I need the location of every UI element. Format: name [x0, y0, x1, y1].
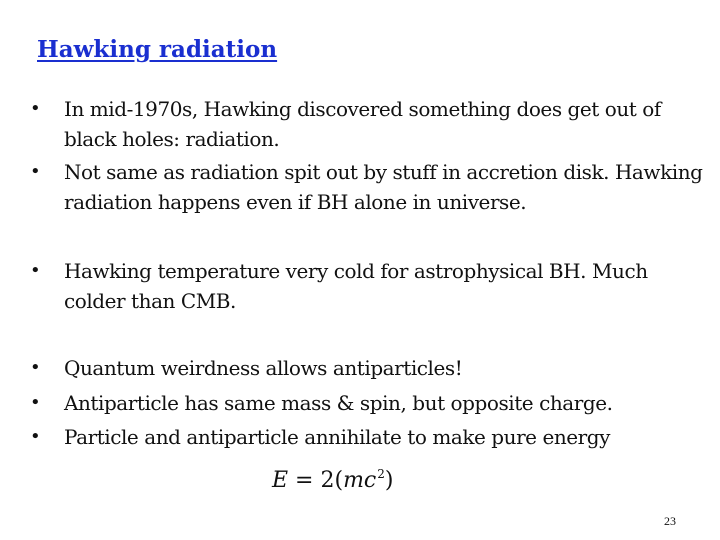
formula-close: )	[384, 468, 394, 493]
bullet-item	[28, 157, 708, 217]
bullet-text: In mid-1970s, Hawking discovered something does get out of black holes: radiation.	[64, 97, 661, 151]
bullet-text: Not same as radiation spit out by stuff in accretion disk. Hawking radiation happens even if BH alone in universe.	[64, 160, 703, 214]
bullet-item	[28, 388, 708, 418]
formula-body: mc	[343, 468, 377, 493]
bullet-marker: •	[30, 357, 41, 378]
bullet-marker: •	[30, 161, 41, 182]
bullet-item	[28, 256, 708, 316]
bullet-text: Quantum weirdness allows antiparticles!	[64, 356, 463, 380]
bullet-marker: •	[30, 426, 41, 447]
bullet-marker: •	[30, 392, 41, 413]
bullet-text: Hawking temperature very cold for astrophysical BH. Much colder than CMB.	[64, 259, 648, 313]
formula-equals: = 2(	[288, 468, 344, 493]
bullet-item	[28, 353, 708, 383]
formula-lhs: E	[272, 468, 289, 493]
bullet-marker: •	[30, 260, 41, 281]
bullet-marker: •	[30, 98, 41, 119]
slide-title: Hawking radiation	[37, 36, 278, 63]
energy-formula	[272, 467, 393, 493]
bullet-item	[28, 422, 708, 452]
bullet-text: Particle and antiparticle annihilate to make pure energy	[64, 425, 610, 449]
bullet-text: Antiparticle has same mass & spin, but opposite charge.	[64, 391, 613, 415]
page-number: 23	[664, 514, 676, 528]
formula-exponent: 2	[377, 467, 385, 481]
bullet-item	[28, 94, 708, 154]
